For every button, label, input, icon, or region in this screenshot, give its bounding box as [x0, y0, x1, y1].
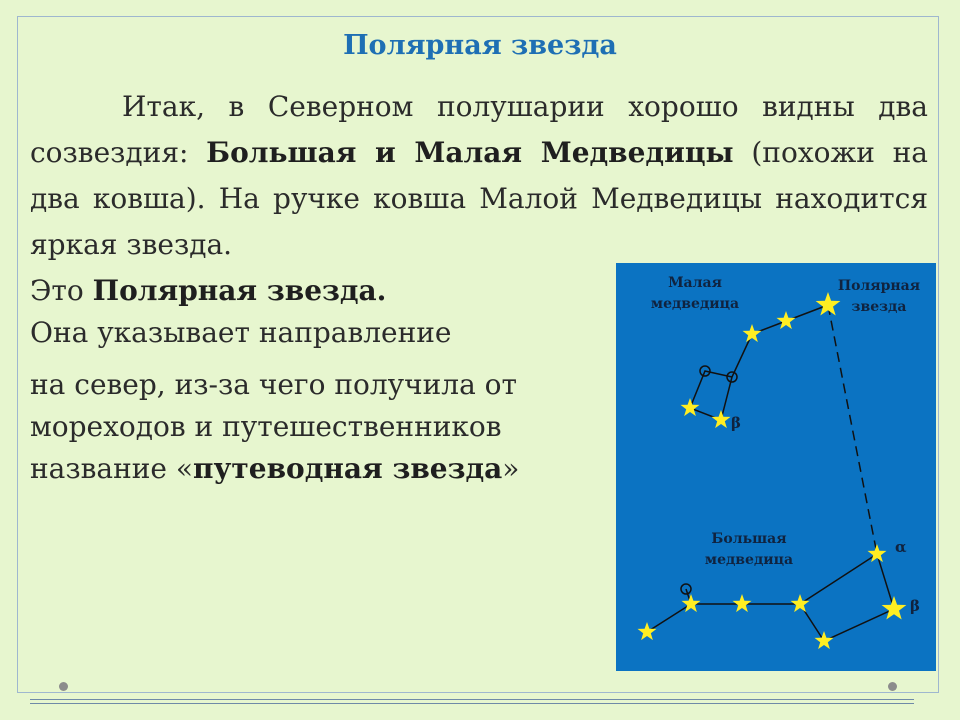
ursa-major-star-6 — [682, 594, 701, 612]
ursa-major-star-7 — [638, 622, 657, 640]
intro-text-1: Итак, в Северном полушарии хорошо видны два созвездия: — [30, 90, 928, 169]
polaris-label-2: звезда — [851, 299, 907, 315]
line-1-prefix: Это — [30, 274, 93, 307]
pointer-dashed-line — [828, 305, 877, 554]
beta-minor-label: β — [731, 414, 741, 432]
line-5-suffix: » — [502, 452, 520, 485]
slide-title: Полярная звезда — [343, 30, 617, 61]
line-2: Она указывает направление — [30, 316, 452, 349]
line-5-bold: путеводная звезда — [193, 452, 503, 485]
line-gap — [30, 354, 620, 364]
line-3: на север, из-за чего получила от — [30, 368, 518, 401]
bottom-left-dot — [59, 682, 68, 691]
line-1 — [30, 270, 620, 312]
footer-line-1 — [30, 699, 914, 700]
beta-major-label: β — [910, 597, 920, 615]
ursa-minor-lines — [690, 305, 828, 420]
ursa-minor-path — [690, 305, 828, 420]
line-5-prefix: название « — [30, 452, 194, 485]
ursa-minor-label-2: медведица — [650, 296, 740, 312]
ursa-major-star-beta — [882, 596, 907, 620]
alpha-label: α — [895, 538, 907, 556]
ursa-major-star-3 — [815, 631, 834, 649]
constellation-svg — [616, 263, 936, 671]
ursa-minor-label-1: Малая — [668, 275, 722, 291]
ursa-minor-star-2 — [777, 311, 796, 329]
line-5 — [30, 448, 620, 490]
line-4: мореходов и путешественников — [30, 410, 502, 443]
footer-line-2 — [30, 703, 914, 704]
ursa-major-label-1: Большая — [711, 531, 787, 547]
constellation-diagram — [616, 263, 936, 671]
ursa-minor-star-3 — [743, 324, 762, 342]
ursa-major-star-4 — [791, 594, 810, 612]
line-1-bold: Полярная звезда. — [92, 274, 387, 307]
intro-bold: Большая и Малая Медведицы — [206, 136, 734, 169]
ursa-major-star-alpha — [868, 544, 887, 562]
intro-text-2: (похожи на два ковша). На ручке ковша Малой Медведицы находится яркая звезда. — [30, 136, 928, 261]
ursa-minor-star-beta — [712, 410, 731, 428]
bottom-right-dot — [888, 682, 897, 691]
polaris-star — [816, 292, 841, 316]
ursa-major-star-5 — [733, 594, 752, 612]
polaris-label-1: Полярная — [837, 278, 921, 294]
ursa-minor-star-4 — [681, 398, 700, 416]
ursa-major-label-2: медведица — [704, 552, 794, 568]
polaris-description — [30, 270, 620, 490]
intro-paragraph — [30, 84, 928, 268]
